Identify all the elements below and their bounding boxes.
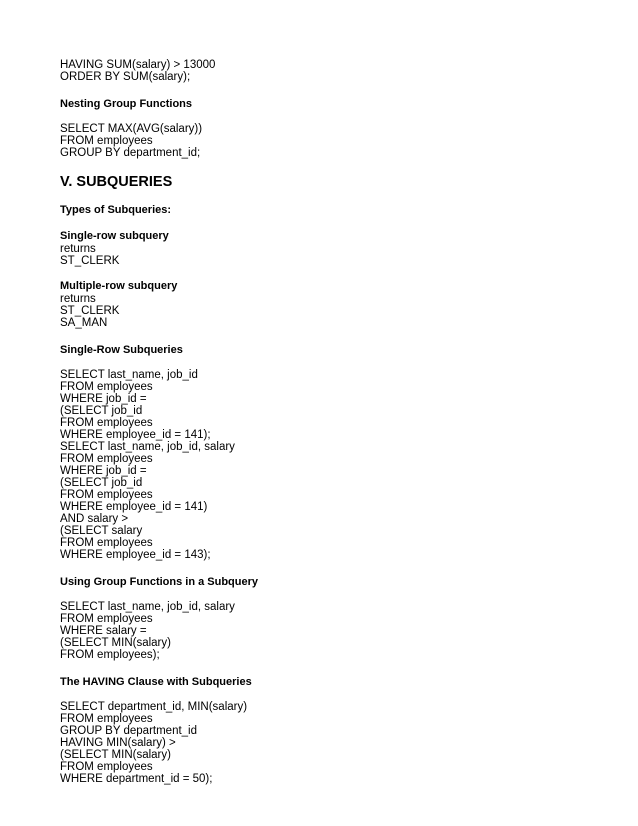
code-line: SELECT last_name, job_id, salary: [60, 601, 235, 613]
code-line: FROM employees: [60, 453, 153, 465]
section-heading-text: Nesting Group Functions: [60, 98, 192, 110]
code-line: WHERE employee_id = 141): [60, 501, 208, 513]
code-line: SELECT last_name, job_id: [60, 369, 198, 381]
chapter-title-text: V. SUBQUERIES: [60, 174, 173, 190]
code-line: FROM employees: [60, 761, 153, 773]
code-block: [60, 601, 600, 661]
subquery-type-heading: Multiple-row subquery: [60, 280, 178, 292]
spacer: [60, 661, 600, 675]
code-line: AND salary >: [60, 513, 129, 525]
code-line: ORDER BY SUM(salary);: [60, 71, 191, 83]
spacer: [60, 159, 600, 173]
section-heading: [60, 675, 600, 689]
code-line: (SELECT job_id: [60, 477, 143, 489]
section-heading: [60, 575, 600, 589]
document-content: [60, 59, 600, 785]
code-line: ST_CLERK: [60, 305, 120, 317]
spacer: [60, 267, 600, 279]
subquery-type: [60, 229, 600, 267]
code-block: [60, 123, 600, 159]
code-block: [60, 701, 600, 785]
code-line: WHERE department_id = 50);: [60, 773, 213, 785]
code-line: (SELECT salary: [60, 525, 143, 537]
code-line: FROM employees: [60, 537, 153, 549]
code-block: [60, 59, 600, 83]
code-line: WHERE salary =: [60, 625, 147, 637]
code-line: SELECT last_name, job_id, salary: [60, 441, 235, 453]
spacer: [60, 191, 600, 203]
subquery-type-heading: Single-row subquery: [60, 230, 169, 242]
code-line: SELECT MAX(AVG(salary)): [60, 123, 203, 135]
code-line: SA_MAN: [60, 317, 108, 329]
section-heading: [60, 203, 600, 217]
code-line: FROM employees: [60, 381, 153, 393]
code-line: returns: [60, 293, 96, 305]
spacer: [60, 589, 600, 601]
spacer: [60, 357, 600, 369]
chapter-title: [60, 173, 600, 191]
code-line: FROM employees: [60, 613, 153, 625]
section-heading-text: Using Group Functions in a Subquery: [60, 576, 259, 588]
code-line: WHERE employee_id = 143);: [60, 549, 211, 561]
spacer: [60, 217, 600, 229]
code-line: FROM employees: [60, 713, 153, 725]
section-heading: [60, 343, 600, 357]
spacer: [60, 83, 600, 97]
section-heading: [60, 97, 600, 111]
spacer: [60, 329, 600, 343]
code-line: WHERE job_id =: [60, 465, 147, 477]
code-line: (SELECT MIN(salary): [60, 637, 171, 649]
code-line: FROM employees);: [60, 649, 160, 661]
code-line: GROUP BY department_id: [60, 725, 198, 737]
code-block: [60, 369, 600, 561]
code-line: HAVING MIN(salary) >: [60, 737, 176, 749]
spacer: [60, 689, 600, 701]
code-line: (SELECT MIN(salary): [60, 749, 171, 761]
spacer: [60, 111, 600, 123]
code-line: SELECT department_id, MIN(salary): [60, 701, 248, 713]
section-heading-text: The HAVING Clause with Subqueries: [60, 676, 252, 688]
code-line: WHERE job_id =: [60, 393, 147, 405]
code-line: WHERE employee_id = 141);: [60, 429, 211, 441]
code-line: FROM employees: [60, 417, 153, 429]
section-heading-text: Types of Subqueries:: [60, 204, 172, 216]
code-line: FROM employees: [60, 135, 153, 147]
code-line: FROM employees: [60, 489, 153, 501]
code-line: returns: [60, 243, 96, 255]
code-line: GROUP BY department_id;: [60, 147, 201, 159]
subquery-type: [60, 279, 600, 329]
section-heading-text: Single-Row Subqueries: [60, 344, 183, 356]
spacer: [60, 561, 600, 575]
code-line: (SELECT job_id: [60, 405, 143, 417]
code-line: HAVING SUM(salary) > 13000: [60, 59, 216, 71]
code-line: ST_CLERK: [60, 255, 120, 267]
